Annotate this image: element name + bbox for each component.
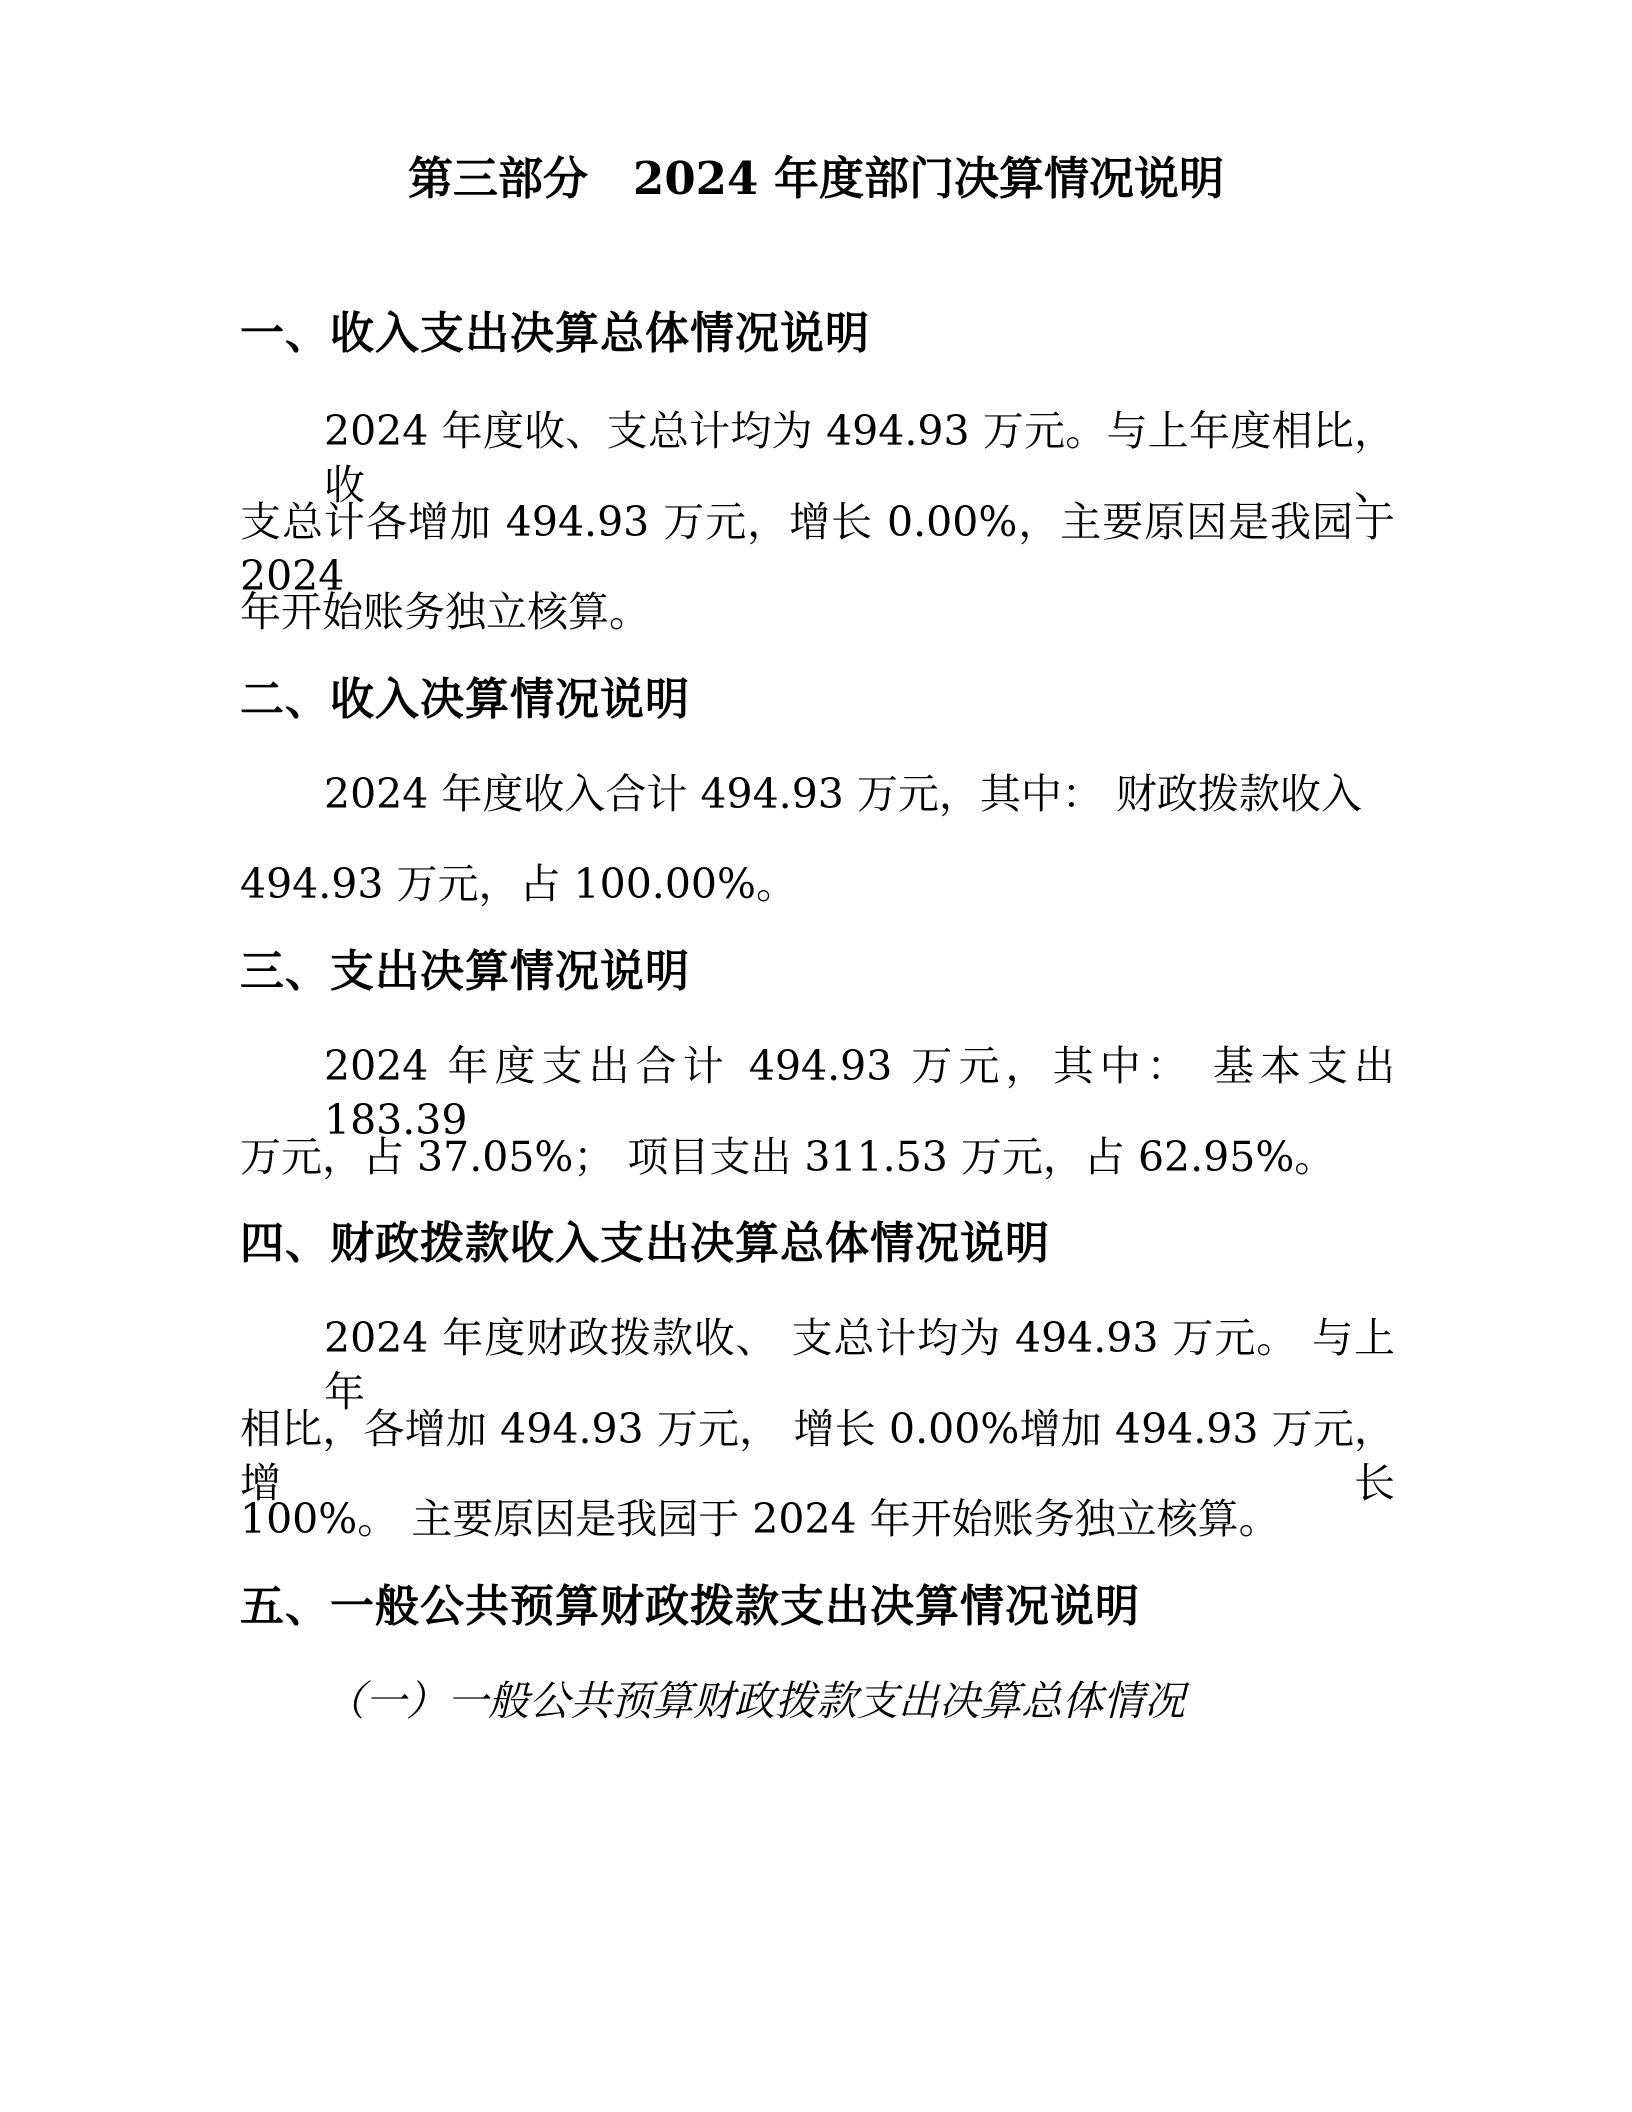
section-1-line-1: 2024 年度收、支总计均为 494.93 万元。与上年度相比，收、	[324, 407, 1395, 509]
section-4-line-1: 2024 年度财政拨款收、 支总计均为 494.93 万元。 与上年	[324, 1314, 1395, 1416]
section-3-line-2: 万元，占 37.05%； 项目支出 311.53 万元，占 62.95%。	[240, 1133, 1336, 1181]
section-1-heading: 一、收入支出决算总体情况说明	[240, 308, 870, 359]
section-4-heading: 四、财政拨款收入支出决算总体情况说明	[240, 1218, 1050, 1269]
document-title: 第三部分 2024 年度部门决算情况说明	[408, 152, 1224, 205]
section-4-line-3: 100%。 主要原因是我园于 2024 年开始账务独立核算。	[240, 1495, 1280, 1543]
section-1-line-3: 年开始账务独立核算。	[240, 588, 650, 636]
section-2-line-2: 494.93 万元，占 100.00%。	[240, 860, 797, 908]
section-5-heading: 五、一般公共预算财政拨款支出决算情况说明	[240, 1581, 1140, 1632]
section-3-heading: 三、支出决算情况说明	[240, 946, 690, 997]
section-3-line-1: 2024 年度支出合计 494.93 万元，其中： 基本支出 183.39	[324, 1042, 1409, 1144]
section-2-heading: 二、收入决算情况说明	[240, 674, 690, 725]
section-4-line-2: 相比，各增加 494.93 万元， 增长 0.00%增加 494.93 万元， 增长	[240, 1405, 1409, 1507]
section-5-subheading: （一）一般公共预算财政拨款支出决算总体情况	[324, 1677, 1185, 1725]
section-2-line-1: 2024 年度收入合计 494.93 万元，其中： 财政拨款收入	[324, 770, 1362, 818]
section-1-line-2: 支总计各增加 494.93 万元，增长 0.00%，主要原因是我园于 2024	[240, 498, 1409, 600]
